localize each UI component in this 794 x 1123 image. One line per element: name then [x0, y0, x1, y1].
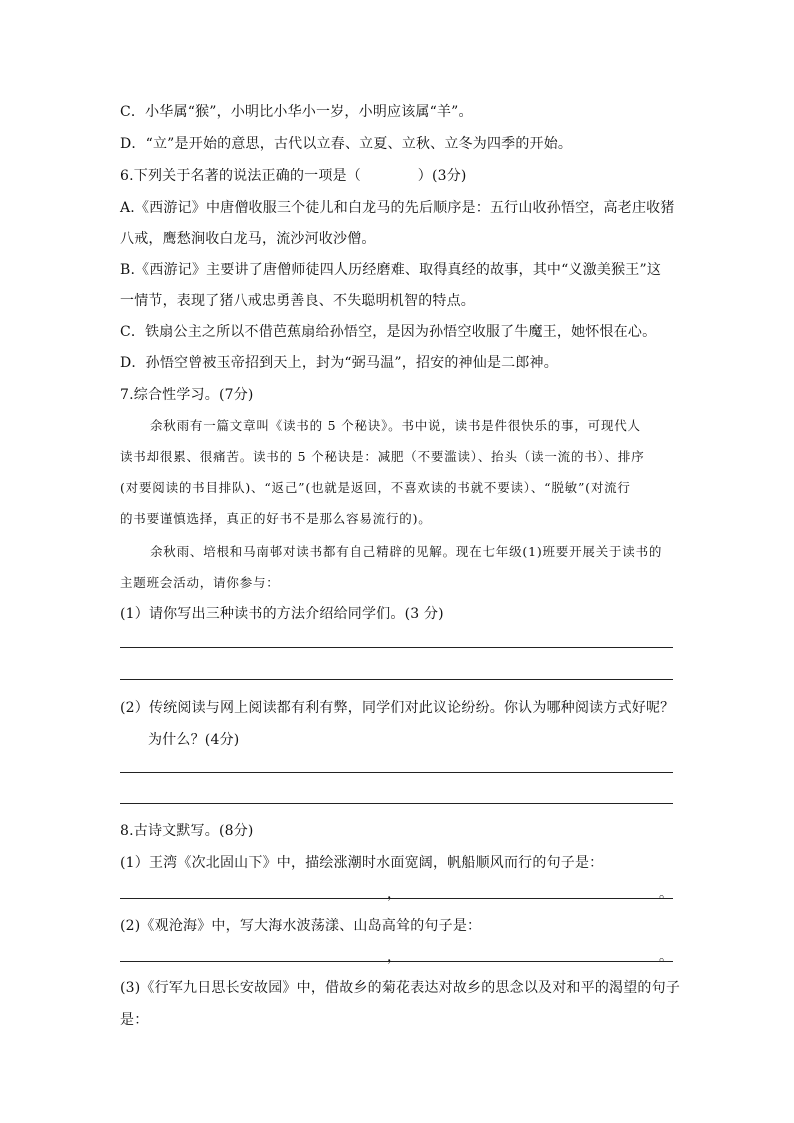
- answer-line: [120, 679, 673, 680]
- q7-stem: 7.综合性学习。(7分): [120, 387, 254, 403]
- q8-stem: 8.古诗文默写。(8分): [120, 823, 254, 839]
- passage2-line2: 主题班会活动，请你参与：: [120, 575, 280, 590]
- q8-part2: (2)《观沧海》中，写大海水波荡漾、山岛高耸的句子是：: [120, 918, 482, 934]
- q6-option-a-line1: A.《西游记》中唐僧收服三个徒儿和白龙马的先后顺序是：五行山收孙悟空，高老庄收猪: [120, 200, 675, 216]
- answer-line: [120, 898, 673, 899]
- passage2-line1: 余秋雨、培根和马南邨对读书都有自己精辟的见解。现在七年级(1)班要开展关于读书的: [150, 544, 663, 559]
- q5-option-d: D．“立”是开始的意思，古代以立春、立夏、立秋、立冬为四季的开始。: [120, 136, 573, 152]
- blank-comma: ，: [387, 886, 401, 902]
- passage1-line2: 读书却很累、很痛苦。读书的 5 个秘诀是：减肥（不要滥读）、抬头（读一流的书）、排序: [120, 449, 645, 464]
- passage1-line1: 余秋雨有一篇文章叫《读书的 5 个秘诀》。书中说，读书是件很快乐的事，可现代人: [150, 418, 641, 433]
- q8-part1: (1）王湾《次北固山下》中，描绘涨潮时水面宽阔，帆船顺风而行的句子是：: [120, 855, 604, 871]
- blank-period: 。: [659, 949, 673, 965]
- q6-stem: 6.下列关于名著的说法正确的一项是（ ）(3分): [120, 168, 467, 184]
- blank-comma: ，: [387, 949, 401, 965]
- q6-option-b-line2: 一情节，表现了猪八戒忠勇善良、不失聪明机智的特点。: [120, 293, 475, 309]
- q7-part1: (1）请你写出三种读书的方法介绍给同学们。(3 分): [120, 606, 444, 622]
- q7-part2-line1: (2）传统阅读与网上阅读都有利有弊，同学们对此议论纷纷。你认为哪种阅读方式好呢？: [120, 700, 675, 716]
- passage1-line3: (对要阅读的书目排队)、“返己”(也就是返回，不喜欢读的书就不要读）、“脱敏”(对流行: [120, 480, 631, 495]
- q8-part3-line2: 是：: [120, 1012, 149, 1028]
- q7-part2-line2: 为什么？(4分): [148, 732, 240, 748]
- answer-line: [120, 772, 673, 773]
- q6-option-c: C．铁扇公主之所以不借芭蕉扇给孙悟空，是因为孙悟空收服了牛魔王，她怀恨在心。: [120, 324, 657, 340]
- q6-option-b-line1: B.《西游记》主要讲了唐僧师徒四人历经磨难、取得真经的故事，其中“义激美猴王”这: [120, 262, 662, 278]
- q6-option-d: D．孙悟空曾被玉帝招到天上，封为“弼马温”，招安的神仙是二郎神。: [120, 355, 558, 371]
- blank-period: 。: [659, 886, 673, 902]
- answer-line: [120, 961, 673, 962]
- answer-line: [120, 647, 673, 648]
- q8-part3-line1: (3)《行军九日思长安故园》中，借故乡的菊花表达对故乡的思念以及对和平的渴望的句子: [120, 980, 681, 996]
- passage1-line4: 的书要谨慎选择，真正的好书不是那么容易流行的)。: [120, 511, 432, 526]
- q5-option-c: C．小华属“猴”，小明比小华小一岁，小明应该属“羊”。: [120, 104, 473, 120]
- q6-option-a-line2: 八戒，鹰愁涧收白龙马，流沙河收沙僧。: [120, 231, 376, 247]
- answer-line: [120, 803, 673, 804]
